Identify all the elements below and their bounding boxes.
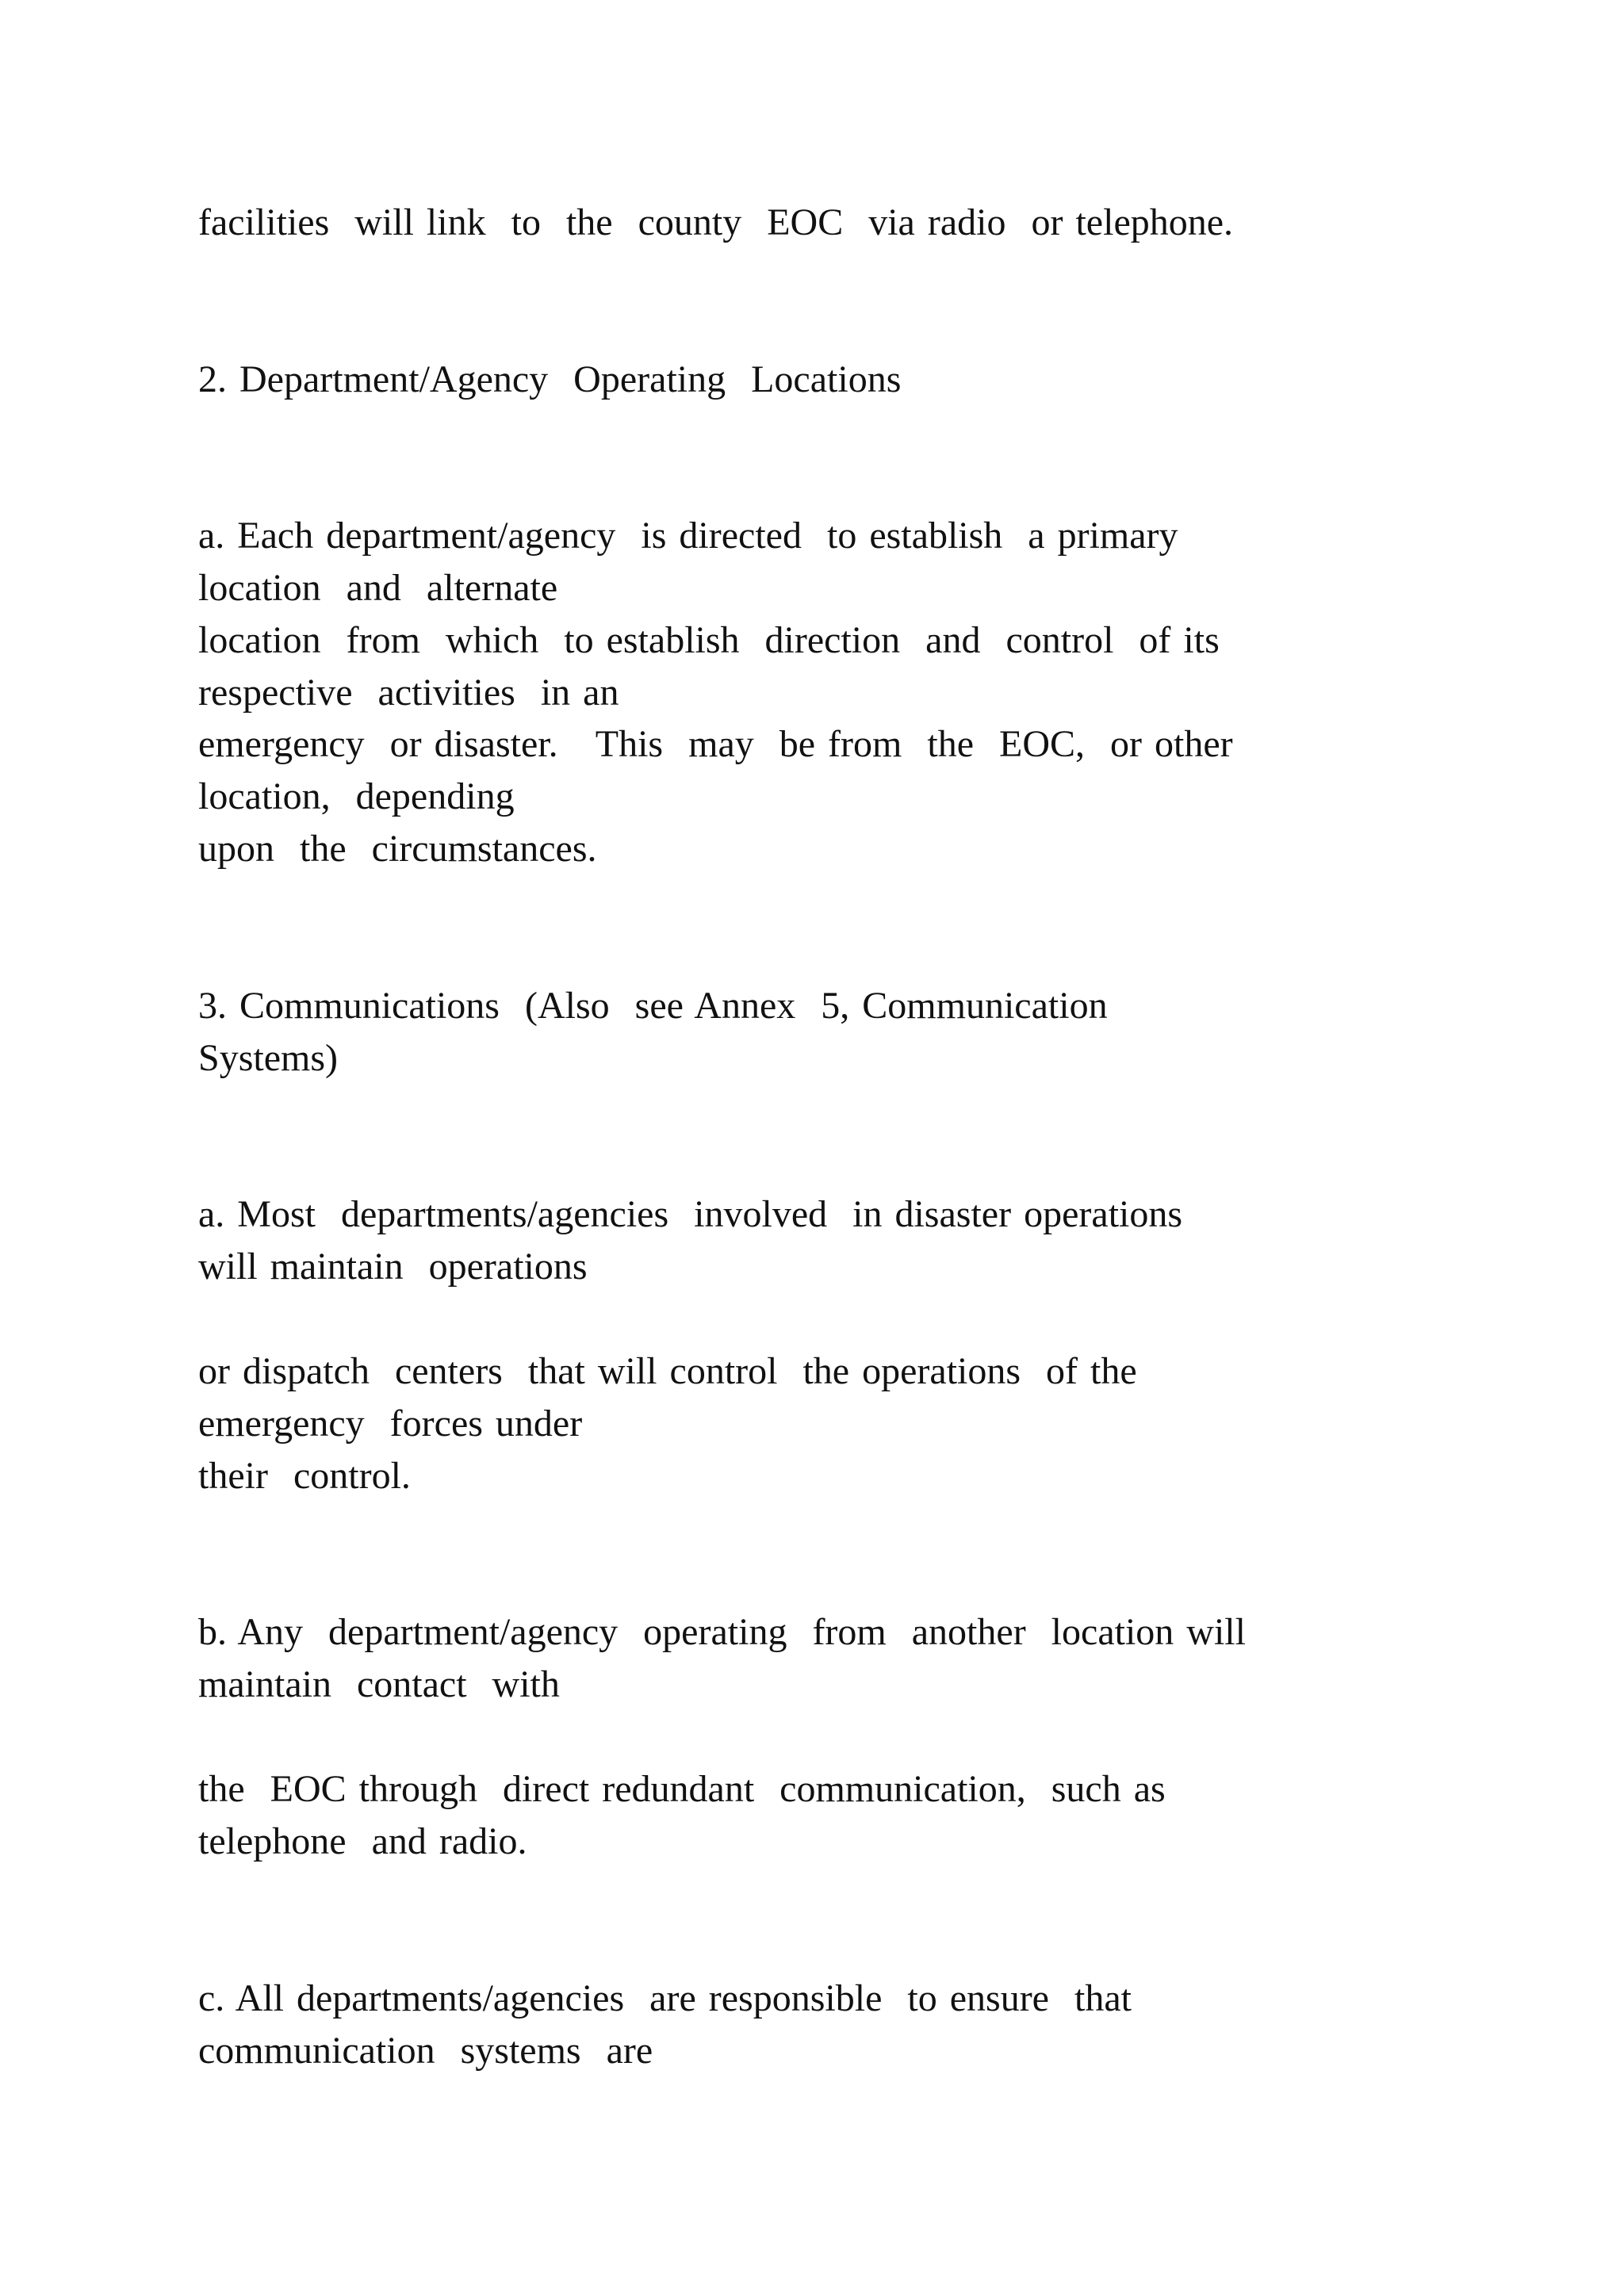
text-line: facilities will link to the county EOC via radio or telephone. [198, 201, 1234, 243]
text-line: location from which to establish direction and control of its [198, 619, 1220, 661]
section-heading: 2. Department/Agency Operating Locations [198, 358, 902, 400]
text-line: emergency forces under [198, 1402, 583, 1445]
text-line: location, depending [198, 775, 515, 817]
text-line: will maintain operations [198, 1246, 588, 1288]
text-line: b. Any department/agency operating from another location will [198, 1611, 1246, 1653]
section-heading: 3. Communications (Also see Annex 5, Communication [198, 985, 1108, 1027]
text-line: maintain contact with [198, 1663, 560, 1705]
section-heading: Systems) [198, 1037, 339, 1079]
text-line: location and alternate [198, 567, 558, 609]
text-line: emergency or disaster. This may be from the EOC, or other [198, 723, 1233, 765]
text-line: telephone and radio. [198, 1820, 527, 1862]
text-line: a. Most departments/agencies involved in disaster operations [198, 1193, 1183, 1235]
text-line: communication systems are [198, 2030, 653, 2072]
text-line: a. Each department/agency is directed to establish a primary [198, 515, 1178, 557]
text-line: their control. [198, 1455, 411, 1497]
text-line: the EOC through direct redundant communication, such as [198, 1768, 1166, 1810]
text-line: upon the circumstances. [198, 828, 597, 870]
text-line: or dispatch centers that will control the operations of the [198, 1350, 1137, 1392]
text-line: c. All departments/agencies are responsible to ensure that [198, 1977, 1132, 2019]
text-line: respective activities in an [198, 672, 619, 714]
